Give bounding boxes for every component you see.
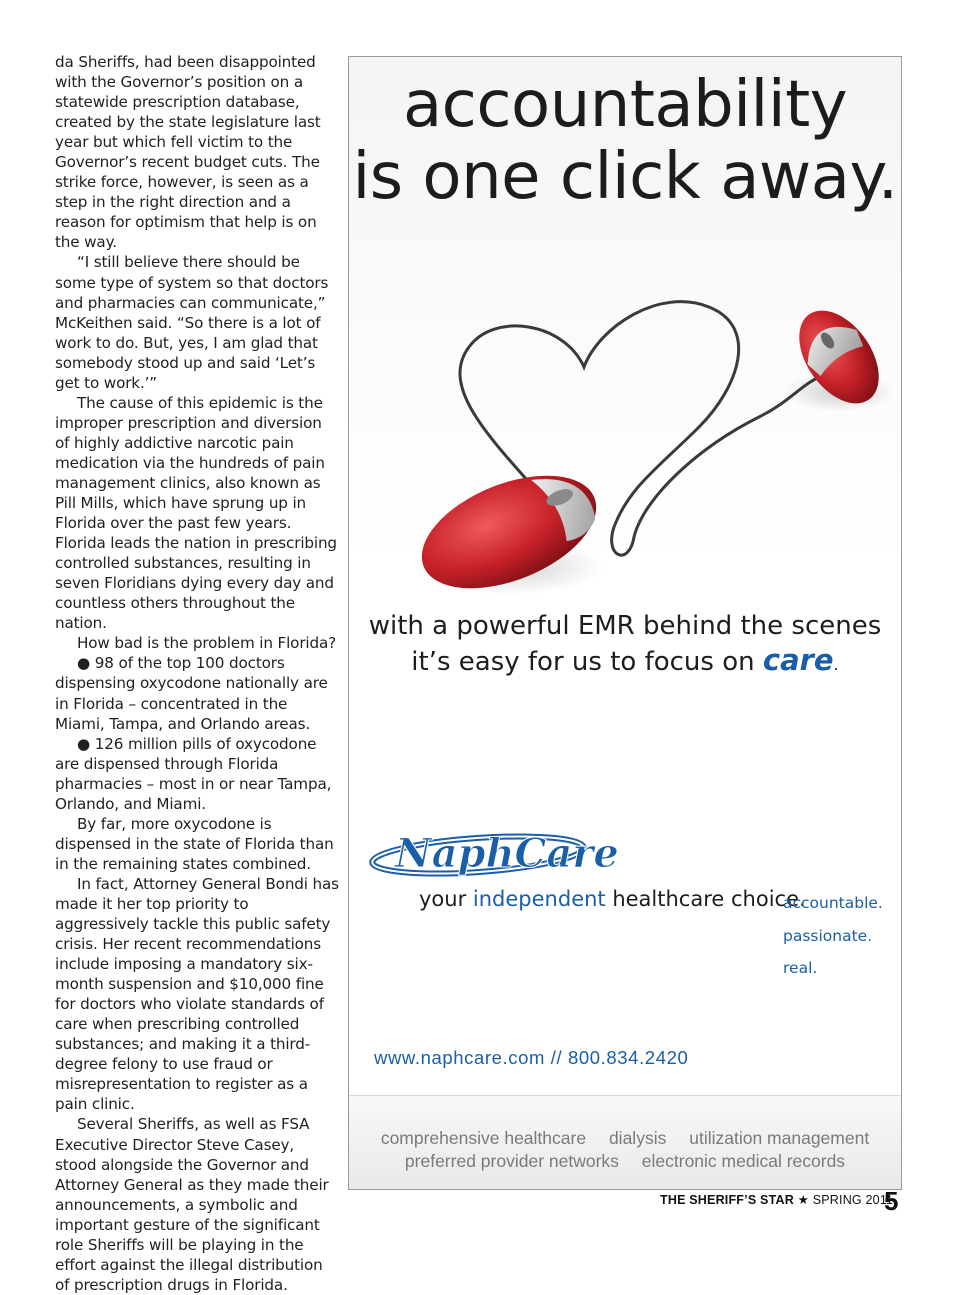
star-icon: ★	[797, 1193, 810, 1207]
ad-tagline	[349, 609, 901, 682]
article-paragraph: Several Sheriffs, as well as FSA Executive Director Steve Casey, stood alongside the Governor and Attorney General as they made their announcements, a symbolic and important gesture of the significant role Sheriffs will be playing in the effort against the illegal distribution of prescription drugs in Florida.	[55, 1115, 329, 1294]
page-footer	[660, 1192, 893, 1207]
tagline-care: care	[762, 643, 834, 677]
service-item: comprehensive healthcare	[380, 1128, 587, 1148]
naphcare-advertisement	[348, 56, 902, 1190]
slogan-highlight: independent	[472, 887, 606, 911]
tagline-line-2	[349, 643, 901, 682]
service-item: preferred provider networks	[404, 1151, 619, 1171]
tagline-suffix: .	[833, 655, 839, 674]
services-row-1	[349, 1128, 901, 1149]
service-item: utilization management	[689, 1128, 870, 1148]
service-item: dialysis	[608, 1128, 667, 1148]
article-paragraph: By far, more oxycodone is dispensed in the state of Florida than in the remaining states combined.	[55, 814, 334, 873]
slogan-prefix: your	[419, 887, 473, 911]
contact-info[interactable]: www.naphcare.com // 800.834.2420	[374, 1047, 689, 1068]
naphcare-logo	[367, 819, 619, 891]
service-item: electronic medical records	[641, 1151, 846, 1171]
article-bullet: ● 126 million pills of oxycodone are dispensed through Florida pharmacies – most in or near Tampa, Orlando, and Miami.	[55, 734, 332, 813]
page-number: 5	[884, 1186, 899, 1216]
services-row-2	[349, 1151, 901, 1172]
article-paragraph: da Sheriffs, had been disappointed with the Governor’s position on a statewide prescription database, created by the state legislature last year but which fell victim to the Governor’s recent budget cuts. The strike force, however, is seen as a step in the right direction and a reason for optimism that help is on the way.	[55, 53, 321, 252]
headline-line-1: accountability	[402, 68, 848, 142]
heart-cord-mice-illustration	[399, 267, 869, 607]
article-paragraph: The cause of this epidemic is the improper prescription and diversion of highly addictive narcotic pain medication via the hundreds of pain management clinics, also known as Pill Mills, which have sprung up in Florida over the past few years. Florida leads the nation in prescribing controlled substances, resulting in seven Floridians dying every day and countless others throughout the nation.	[55, 393, 337, 633]
article-paragraph: “I still believe there should be some type of system so that doctors and pharmacies can communicate,” McKeithen said. “So there is a lot of work to do. But, yes, I am glad that somebody stood up and said ‘Let’s get to work.’”	[55, 253, 329, 392]
services-band	[349, 1095, 901, 1189]
tagline-prefix: it’s easy for us to focus on	[411, 647, 763, 677]
value-item: accountable.	[783, 894, 883, 912]
article-bullet: ● 98 of the top 100 doctors dispensing oxycodone nationally are in Florida – concentrated in the Miami, Tampa, and Orlando areas.	[55, 654, 328, 733]
ad-slogan	[419, 887, 806, 911]
brand-values	[783, 887, 883, 985]
svg-text:NaphCare: NaphCare	[395, 830, 619, 877]
value-item: real.	[783, 959, 818, 977]
headline-line-2: is one click away.	[352, 140, 898, 214]
value-item: passionate.	[783, 926, 873, 945]
article-column	[55, 52, 340, 1295]
ad-headline	[349, 69, 901, 213]
publication-name: THE SHERIFF’S STAR	[660, 1193, 794, 1207]
tagline-line-1: with a powerful EMR behind the scenes	[368, 611, 882, 641]
issue-label: SPRING 2011	[812, 1193, 894, 1207]
article-paragraph: In fact, Attorney General Bondi has made it her top priority to aggressively tackle this public safety crisis. Her recent recommendations include imposing a mandatory six-month suspension and $10,000 fine for doctors who violate standards of care when prescribing controlled substances; and making it a third-degree felony to use fraud or misrepresentation to register as a pain clinic.	[55, 874, 339, 1114]
article-paragraph: How bad is the problem in Florida?	[77, 634, 337, 653]
slogan-suffix: healthcare choice.	[605, 887, 806, 911]
